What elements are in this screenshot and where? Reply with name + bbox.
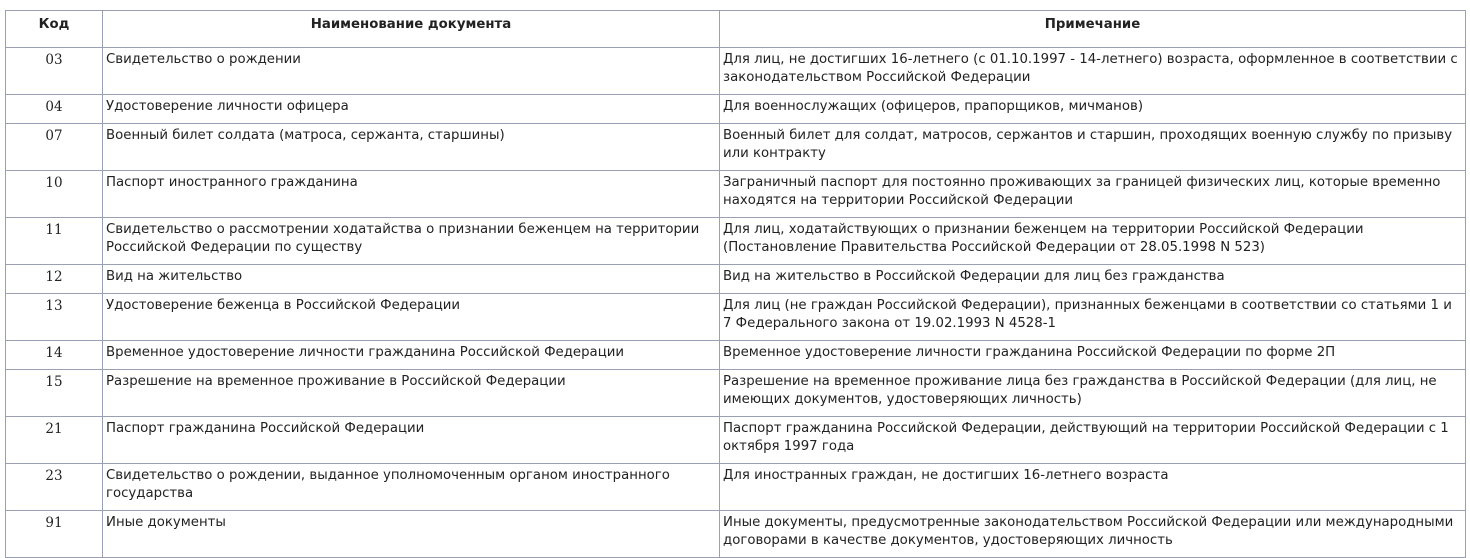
cell-document-name: Свидетельство о рассмотрении ходатайства о признании беженцем на территории Российской Федерации по существу — [103, 218, 720, 265]
cell-document-name: Временное удостоверение личности гражданина Российской Федерации — [103, 341, 720, 370]
document-table-container — [5, 10, 1465, 558]
header-note: Примечание — [720, 11, 1466, 48]
cell-code: 07 — [6, 124, 103, 171]
table-header-row — [6, 11, 1466, 48]
table-row — [6, 218, 1466, 265]
cell-note: Для лиц, не достигших 16-летнего (с 01.10.1997 - 14-летнего) возраста, оформленное в соответствии с законодательством Российской Федерации — [720, 48, 1466, 95]
cell-code: 15 — [6, 370, 103, 417]
cell-code: 91 — [6, 511, 103, 558]
table-row — [6, 124, 1466, 171]
cell-code: 03 — [6, 48, 103, 95]
table-row — [6, 511, 1466, 558]
table-row — [6, 171, 1466, 218]
cell-document-name: Паспорт иностранного гражданина — [103, 171, 720, 218]
cell-document-name: Свидетельство о рождении, выданное уполномоченным органом иностранного государства — [103, 464, 720, 511]
table-row — [6, 464, 1466, 511]
cell-document-name: Удостоверение личности офицера — [103, 95, 720, 124]
cell-note: Для военнослужащих (офицеров, прапорщиков, мичманов) — [720, 95, 1466, 124]
cell-document-name: Военный билет солдата (матроса, сержанта, старшины) — [103, 124, 720, 171]
cell-document-name: Удостоверение беженца в Российской Федерации — [103, 294, 720, 341]
table-row — [6, 370, 1466, 417]
cell-note: Временное удостоверение личности гражданина Российской Федерации по форме 2П — [720, 341, 1466, 370]
cell-code: 10 — [6, 171, 103, 218]
cell-document-name: Паспорт гражданина Российской Федерации — [103, 417, 720, 464]
table-row — [6, 341, 1466, 370]
cell-code: 12 — [6, 265, 103, 294]
table-row — [6, 417, 1466, 464]
cell-document-name: Разрешение на временное проживание в Российской Федерации — [103, 370, 720, 417]
cell-note: Разрешение на временное проживание лица без гражданства в Российской Федерации (для лиц, не имеющих документов, удостоверяющих личность) — [720, 370, 1466, 417]
cell-code: 11 — [6, 218, 103, 265]
cell-note: Заграничный паспорт для постоянно проживающих за границей физических лиц, которые временно находятся на территории Российской Федерации — [720, 171, 1466, 218]
table-row — [6, 294, 1466, 341]
table-row — [6, 265, 1466, 294]
cell-code: 14 — [6, 341, 103, 370]
cell-note: Для лиц, ходатайствующих о признании беженцем на территории Российской Федерации (Постановление Правительства Российской Федерации от 28.05.1998 N 523) — [720, 218, 1466, 265]
cell-document-name: Иные документы — [103, 511, 720, 558]
cell-code: 04 — [6, 95, 103, 124]
cell-note: Иные документы, предусмотренные законодательством Российской Федерации или международными договорами в качестве документов, удостоверяющих личность — [720, 511, 1466, 558]
cell-note: Для лиц (не граждан Российской Федерации), признанных беженцами в соответствии со статьями 1 и 7 Федерального закона от 19.02.1993 N 4528-1 — [720, 294, 1466, 341]
cell-code: 23 — [6, 464, 103, 511]
cell-note: Паспорт гражданина Российской Федерации, действующий на территории Российской Федерации с 1 октября 1997 года — [720, 417, 1466, 464]
header-code: Код — [6, 11, 103, 48]
document-codes-table — [5, 10, 1466, 558]
cell-note: Для иностранных граждан, не достигших 16-летнего возраста — [720, 464, 1466, 511]
table-row — [6, 95, 1466, 124]
cell-code: 21 — [6, 417, 103, 464]
cell-code: 13 — [6, 294, 103, 341]
cell-document-name: Вид на жительство — [103, 265, 720, 294]
cell-note: Военный билет для солдат, матросов, сержантов и старшин, проходящих военную службу по призыву или контракту — [720, 124, 1466, 171]
table-row — [6, 48, 1466, 95]
cell-note: Вид на жительство в Российской Федерации для лиц без гражданства — [720, 265, 1466, 294]
header-document-name: Наименование документа — [103, 11, 720, 48]
cell-document-name: Свидетельство о рождении — [103, 48, 720, 95]
